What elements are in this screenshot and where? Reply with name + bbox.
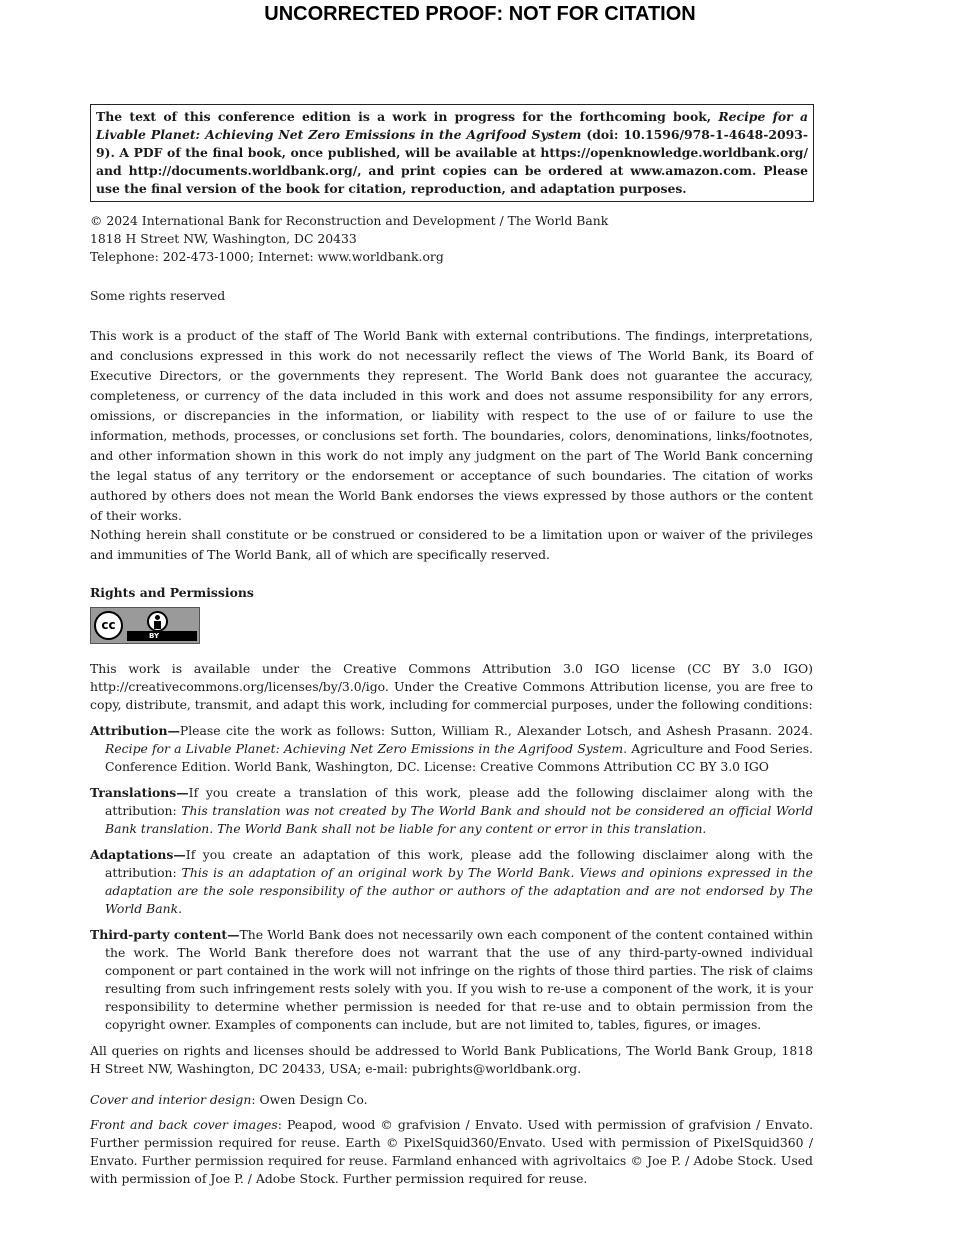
cc-icon: cc <box>94 611 123 640</box>
adaptations-text: If you create an adaptation of this work, please add the following disclaimer along with the attribution: <box>105 847 813 880</box>
cover-images-credit <box>90 1116 813 1188</box>
attribution-label: Attribution— <box>90 723 180 738</box>
license-intro: This work is available under the Creative Commons Attribution 3.0 IGO license (CC BY 3.0 IGO) http://creativecommons.org/licenses/by/3.0/igo. Under the Creative Commons Attribution license, you are free to copy, distribute, transmit, and adapt this work, including for commercial purposes, under the following conditions: <box>90 661 813 712</box>
attribution-title: Recipe for a Livable Planet: Achieving Net Zero Emissions in the Agrifood System <box>105 741 624 756</box>
immunities-paragraph: Nothing herein shall constitute or be construed or considered to be a limitation upon or waiver of the privileges and immunities of The World Bank, all of which are specifically reserved. <box>90 527 813 562</box>
page-header: UNCORRECTED PROOF: NOT FOR CITATION <box>264 3 696 25</box>
design-text: : Owen Design Co. <box>251 1092 368 1107</box>
translations-label: Translations— <box>90 785 189 800</box>
rights-permissions-heading: Rights and Permissions <box>90 585 254 600</box>
badge-strip <box>127 631 197 641</box>
notice-book-title: Recipe for a Livable Planet: Achieving Net Zero Emissions in the Agrifood System <box>96 109 808 142</box>
attribution-person-icon <box>147 611 168 632</box>
queries-paragraph: All queries on rights and licenses should be addressed to World Bank Publications, The World Bank Group, 1818 H Street NW, Washington, DC 20433, USA; e-mail: pubrights@worldbank.org. <box>90 1043 813 1076</box>
notice-text-2: (doi: 10.1596/978-1-4648-2093-9). A PDF of the final book, once published, will be available at https://openknowledge.worldbank.org/ and http://documents.worldbank.org/, and print copies can be ordered at www.amazon.com. Please use the final version of the book for citation, reproduction, and adaptation purposes. <box>96 127 808 196</box>
publisher-info <box>90 212 813 266</box>
address-line: 1818 H Street NW, Washington, DC 20433 <box>90 231 357 246</box>
attribution-text-1: Please cite the work as follows: Sutton, William R., Alexander Lotsch, and Ashesh Prasann. 2024. <box>179 723 813 738</box>
attribution-item <box>90 722 813 776</box>
third-party-item <box>90 926 813 1034</box>
attribution-text-2: . Agriculture and Food Series. Conference Edition. World Bank, Washington, DC. License: Creative Commons Attribution CC BY 3.0 IGO <box>105 741 813 774</box>
third-party-text: The World Bank does not necessarily own each component of the content contained within the work. The World Bank therefore does not warrant that the use of any third-party-owned individual component or part contained in the work will not infringe on the rights of those third parties. The risk of claims resulting from such infringement rests solely with you. If you wish to re-use a component of the work, it is your responsibility to determine whether permission is needed for that re-use and to obtain permission from the copyright owner. Examples of components can include, but are not limited to, tables, figures, or images. <box>105 927 813 1032</box>
contact-line: Telephone: 202-473-1000; Internet: www.worldbank.org <box>90 249 444 264</box>
copyright-line: © 2024 International Bank for Reconstruction and Development / The World Bank <box>90 213 609 228</box>
design-label: Cover and interior design <box>90 1092 252 1107</box>
third-party-label: Third-party content— <box>90 927 240 942</box>
cover-images-label: Front and back cover images <box>90 1117 278 1132</box>
cc-by-badge <box>90 607 200 644</box>
notice-text-1: The text of this conference edition is a work in progress for the forthcoming book, <box>96 109 719 124</box>
adaptations-disclaimer: This is an adaptation of an original work by The World Bank. Views and opinions expressed in the adaptation are the sole responsibility of the author or authors of the adaptation and are not endorsed by The World Bank. <box>105 865 813 916</box>
translations-disclaimer: This translation was not created by The World Bank and should not be considered an official World Bank translation. The World Bank shall not be liable for any content or error in this translation. <box>105 803 814 836</box>
design-credit <box>90 1091 813 1109</box>
cover-images-text: : Peapod, wood © grafvision / Envato. Used with permission of grafvision / Envato. Further permission required for reuse. Earth © PixelSquid360/Envato. Used with permission of PixelSquid360 / Envato. Further permission required for reuse. Farmland enhanced with agrivoltaics © Joe P. / Adobe Stock. Used with permission of Joe P. / Adobe Stock. Further permission required for reuse. <box>90 1117 814 1186</box>
adaptations-item <box>90 846 813 918</box>
adaptations-label: Adaptations— <box>90 847 186 862</box>
translations-item <box>90 784 813 838</box>
license-section <box>90 660 813 1188</box>
rights-reserved: Some rights reserved <box>90 288 226 303</box>
disclaimer-paragraph: This work is a product of the staff of The World Bank with external contributions. The findings, interpretations, and conclusions expressed in this work do not necessarily reflect the views of The World Bank, its Board of Executive Directors, or the governments they represent. The World Bank does not guarantee the accuracy, completeness, or currency of the data included in this work and does not assume responsibility for any errors, omissions, or discrepancies in the information, or liability with respect to the use of or failure to use the information, methods, processes, or conclusions set forth. The boundaries, colors, denominations, links/footnotes, and other information shown in this work do not imply any judgment on the part of The World Bank concerning the legal status of any territory or the endorsement or acceptance of such boundaries. The citation of works authored by others does not mean the World Bank endorses the views expressed by those authors or the content of their works. <box>90 328 813 523</box>
by-label: BY <box>149 632 160 640</box>
conference-edition-notice <box>90 104 814 202</box>
translations-text: If you create a translation of this work, please add the following disclaimer along with the attribution: <box>105 785 813 818</box>
